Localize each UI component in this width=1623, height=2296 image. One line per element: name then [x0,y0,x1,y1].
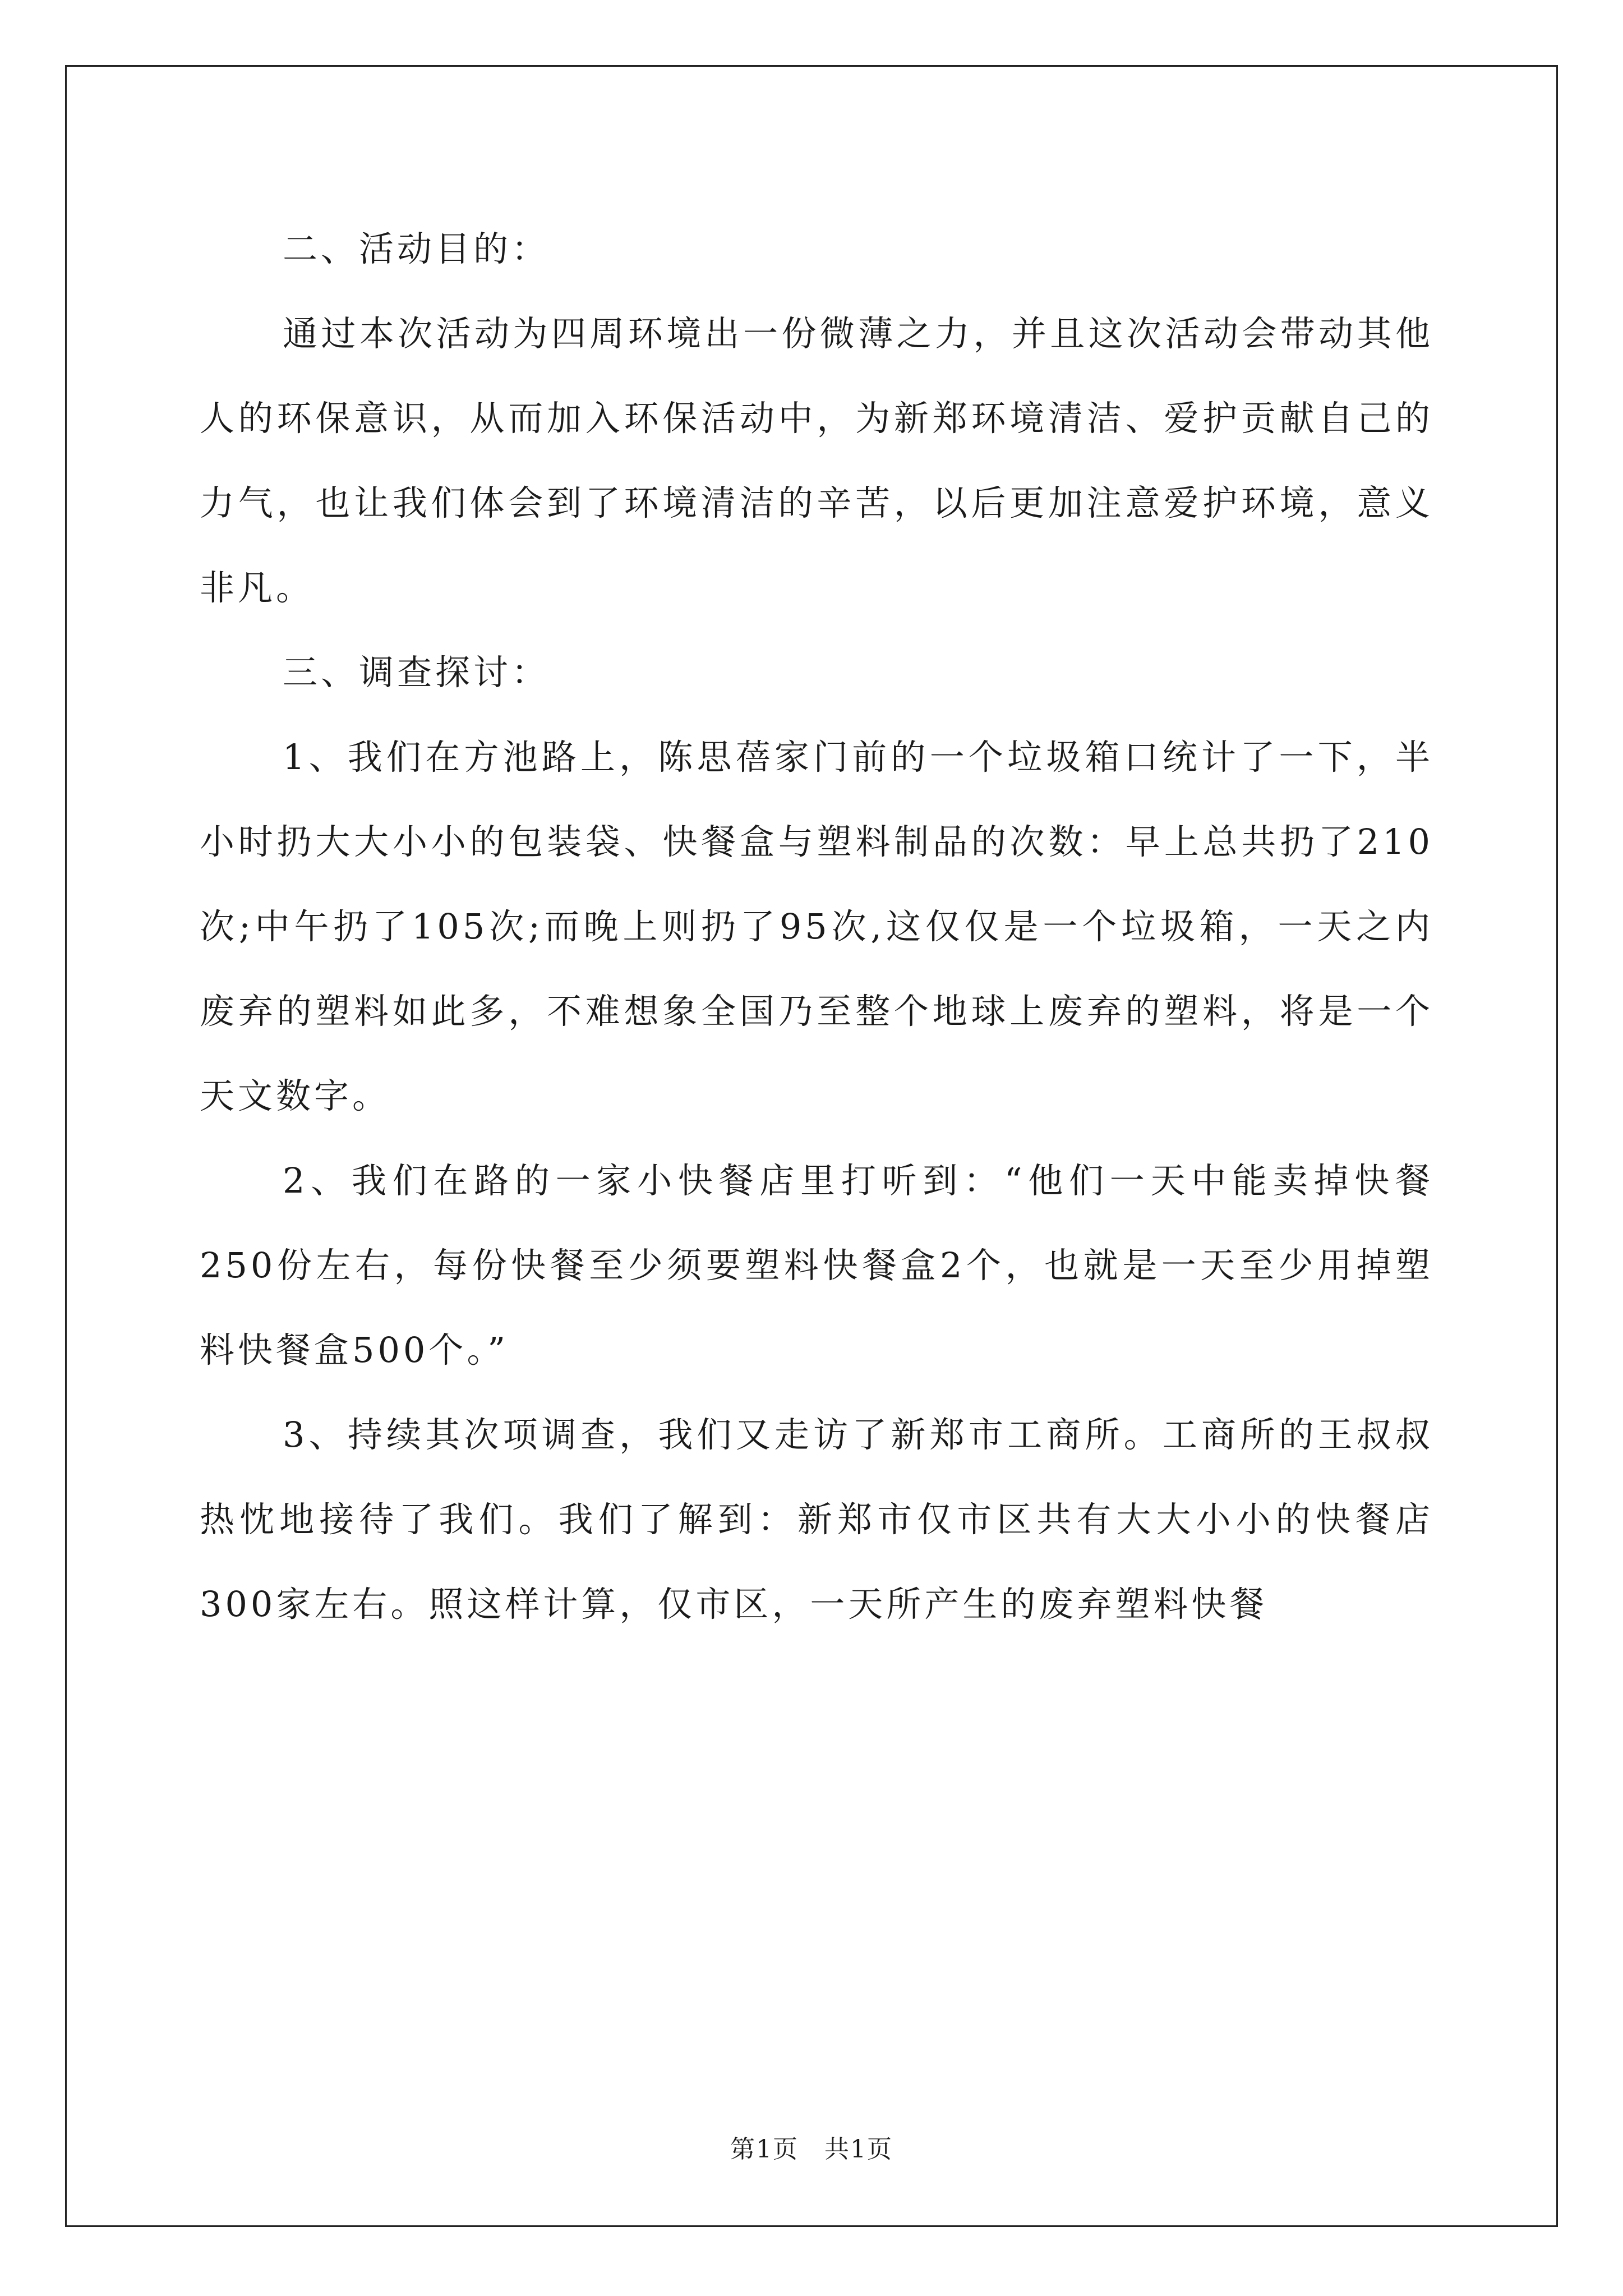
page-footer: 第1页 共1页 [730,2135,893,2164]
heading-activity-purpose: 二、活动目的： [283,228,550,269]
paragraph-item-1: 1、我们在方池路上，陈思蓓家门前的一个垃圾箱口统计了一下，半小时扔大大小小的包装袋、快餐盒与塑料制品的次数：早上总共扔了210次;中午扔了105次;而晚上则扔了95次,这仅仅是一个垃圾箱，一天之内废弃的塑料如此多，不难想象全国乃至整个地球上废弃的塑料，将是一个天文数字。 [200,737,1433,1116]
paragraph-item-3: 3、持续其次项调查，我们又走访了新郑市工商所。工商所的王叔叔热忱地接待了我们。我们了解到：新郑市仅市区共有大大小小的快餐店300家左右。照这样计算，仅市区，一天所产生的废弃塑料快餐 [200,1414,1433,1625]
paragraph-purpose: 通过本次活动为四周环境出一份微薄之力，并且这次活动会带动其他人的环保意识，从而加入环保活动中，为新郑环境清洁、爱护贡献自己的力气，也让我们体会到了环境清洁的辛苦，以后更加注意爱护环境，意义非凡。 [200,313,1433,608]
heading-investigation: 三、调查探讨： [283,652,550,693]
paragraph-item-2: 2、我们在路的一家小快餐店里打听到：“他们一天中能卖掉快餐250份左右，每份快餐至少须要塑料快餐盒2个，也就是一天至少用掉塑料快餐盒500个。” [200,1160,1433,1370]
